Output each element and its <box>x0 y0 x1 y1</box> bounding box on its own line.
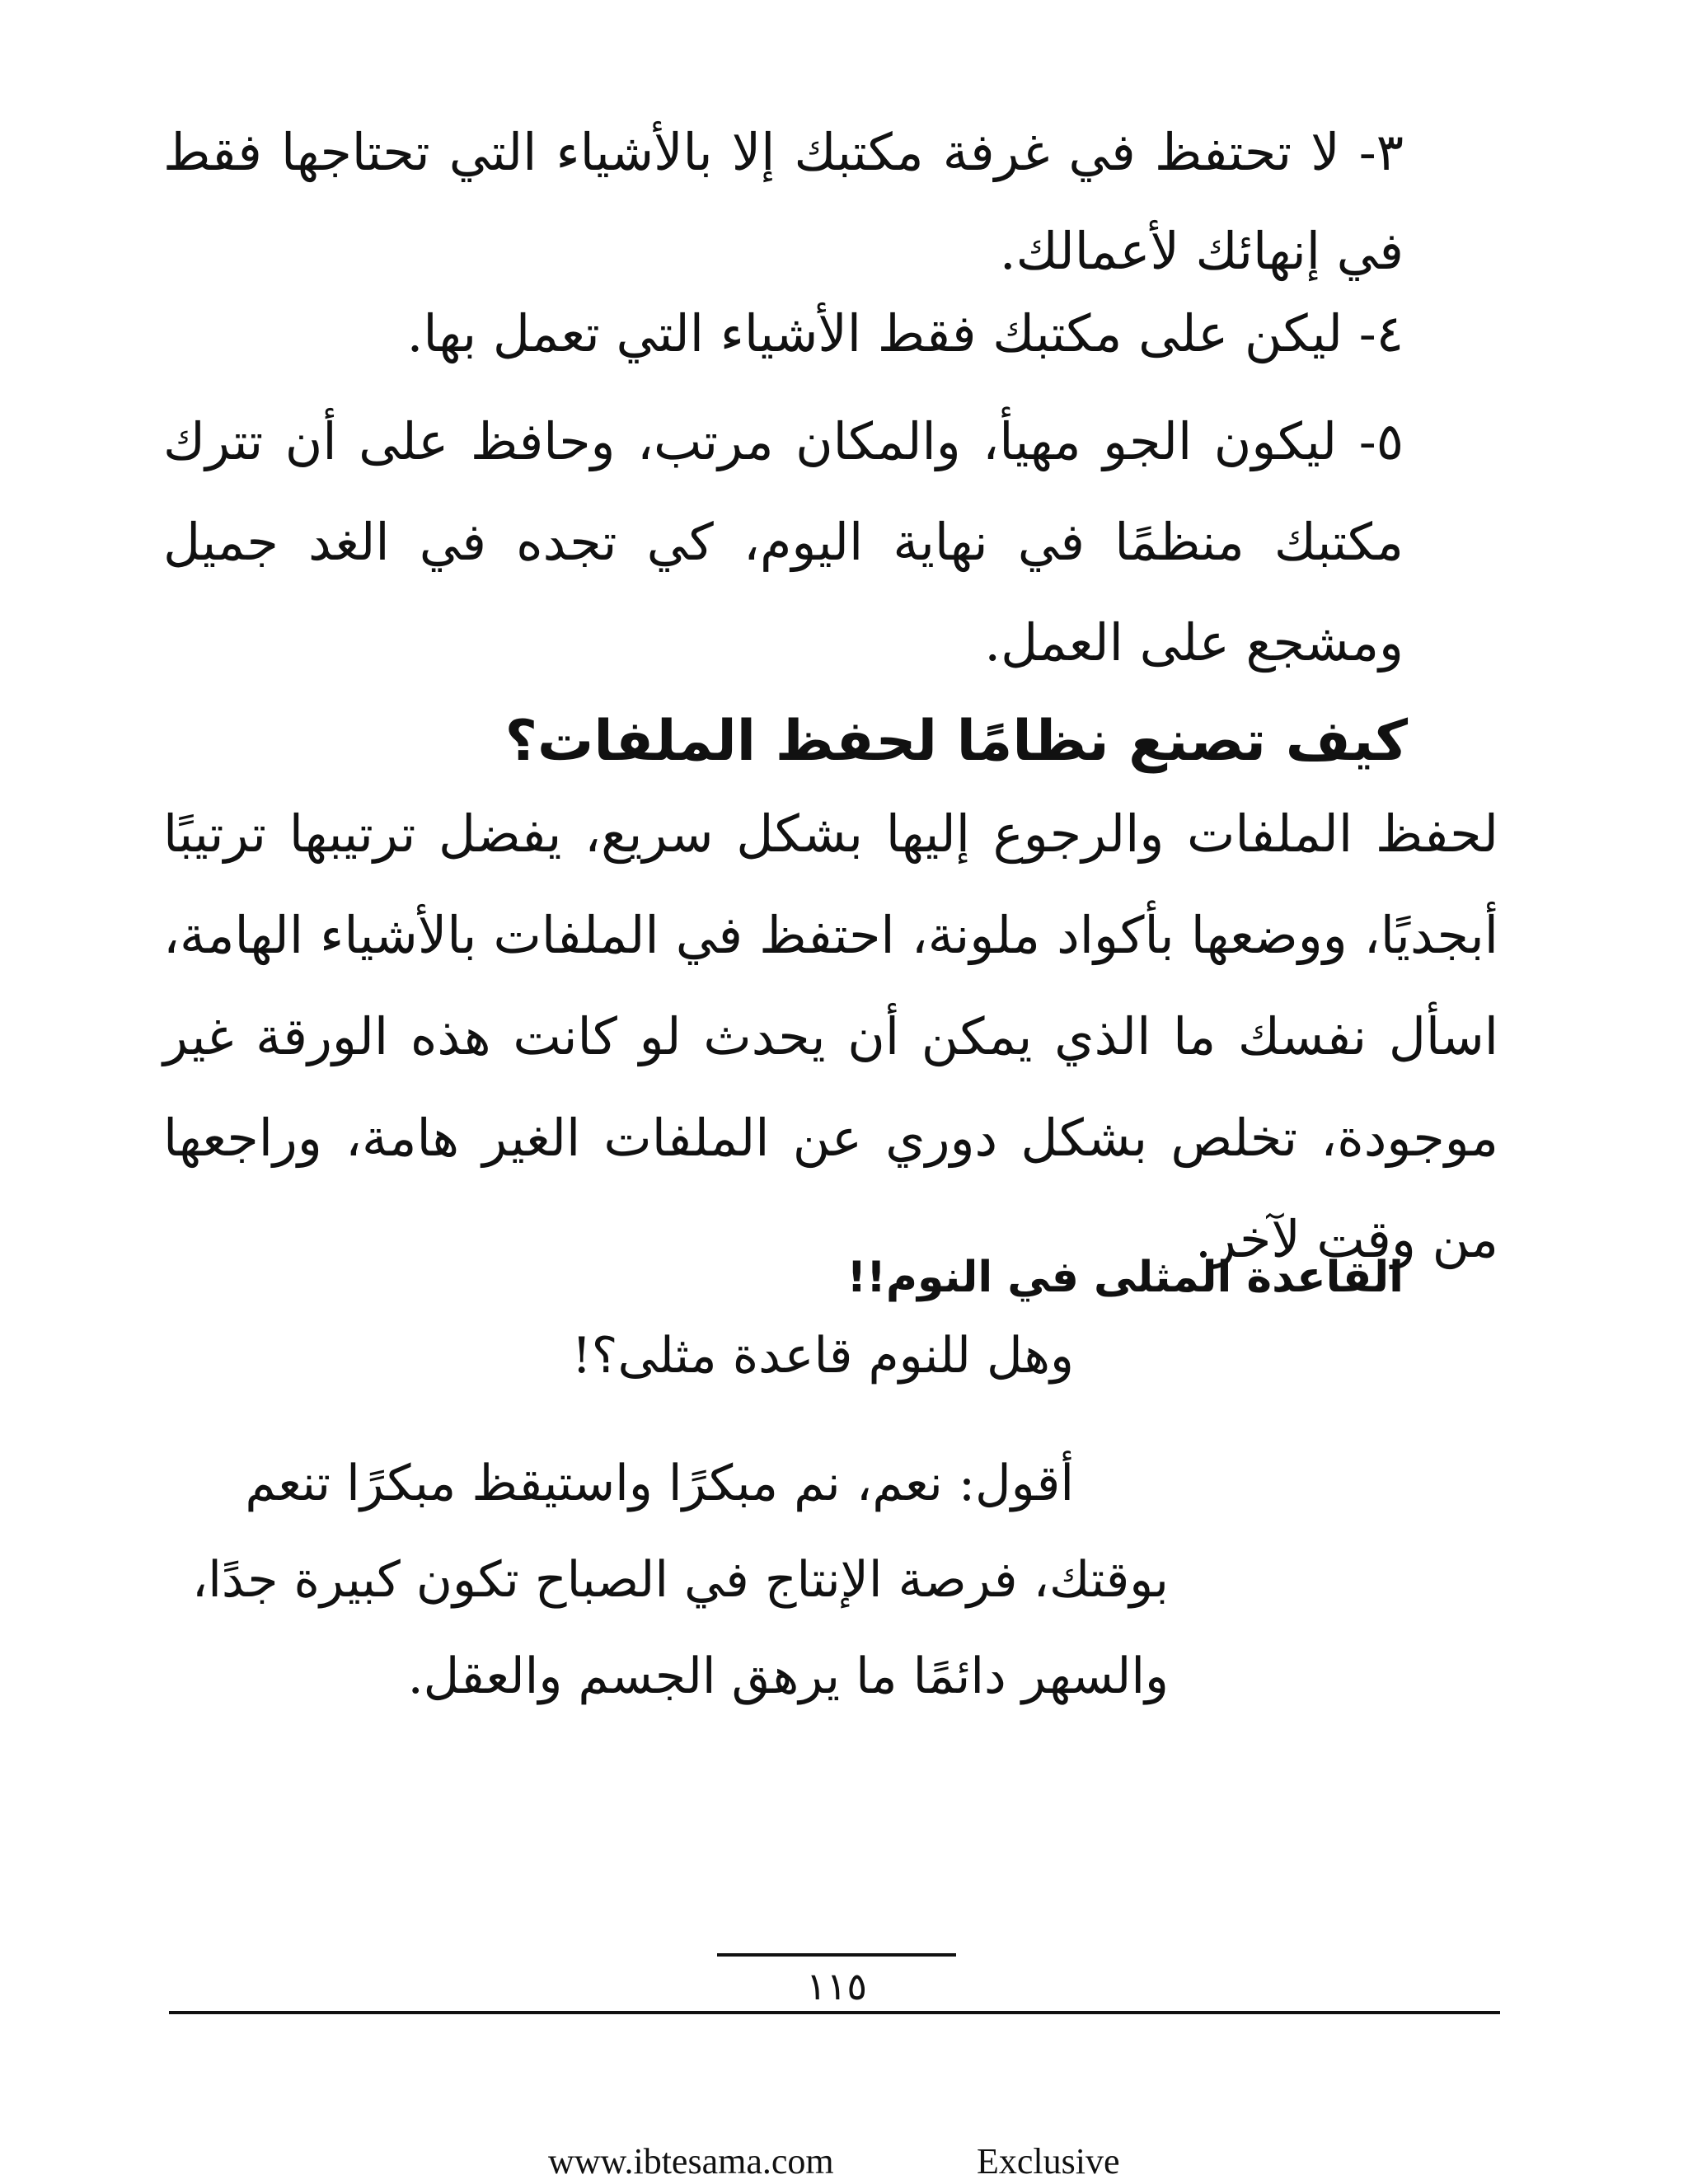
section-heading-sleep: القاعدة المثلى في النوم!! <box>846 1253 1404 1302</box>
sleep-question: وهل للنوم قاعدة مثلى؟! <box>571 1327 1074 1385</box>
footer-tag: Exclusive <box>977 2141 1120 2182</box>
list-item-5 <box>163 391 1404 693</box>
files-paragraph-text: لحفظ الملفات والرجوع إليها بشكل سريع، يفضل ترتيبها ترتيبًا أبجديًا، ووضعها بأكواد ملونة، احتفظ في الملفات بالأشياء الهامة، اسأل نفسك ما الذي يمكن أن يحدث لو كانت هذه الورقة غير موجودة، تخلص بشكل دوري عن الملفات الغير هامة، وراجعها من وقت لآخر. <box>163 804 1498 1269</box>
list-item-4 <box>163 284 1404 383</box>
page-number: ١١٥ <box>805 1964 868 2008</box>
section-heading-files: كيف تصنع نظامًا لحفظ الملفات؟ <box>504 709 1408 774</box>
page-number-rule <box>717 1953 956 1957</box>
sleep-answer-line-1: أقول: نعم، نم مبكرًا واستيقظ مبكرًا تنعم <box>245 1455 1074 1512</box>
list-item-3 <box>163 103 1404 301</box>
footer-rule <box>169 2011 1500 2014</box>
list-item-3-text: ٣- لا تحتفظ في غرفة مكتبك إلا بالأشياء التي تحتاجها فقط في إنهائك لأعمالك. <box>163 122 1404 281</box>
files-paragraph <box>163 783 1498 1290</box>
sleep-answer-line-2: بوقتك، فرصة الإنتاج في الصباح تكون كبيرة جدًا، <box>191 1551 1169 1609</box>
list-item-5-text: ٥- ليكون الجو مهيأ، والمكان مرتب، وحافظ على أن تترك مكتبك منظمًا في نهاية اليوم، كي تجده في الغد جميل ومشجع على العمل. <box>163 411 1404 673</box>
list-item-4-text: ٤- ليكن على مكتبك فقط الأشياء التي تعمل بها. <box>406 303 1404 363</box>
sleep-answer-line-3: والسهر دائمًا ما يرهق الجسم والعقل. <box>407 1647 1169 1705</box>
footer-url: www.ibtesama.com <box>548 2141 834 2182</box>
